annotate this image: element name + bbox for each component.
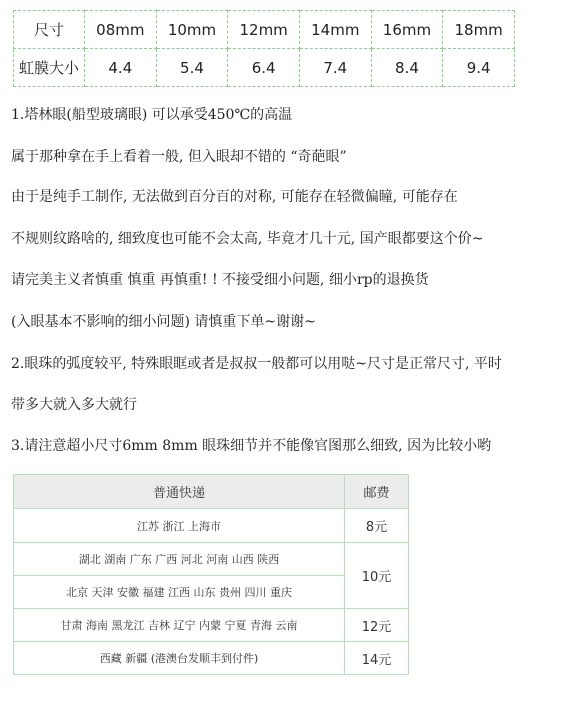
iris-size-value: 5.4 xyxy=(156,49,228,87)
size-header-cell: 18mm xyxy=(443,11,515,49)
paragraph-8: 带多大就入多大就行 xyxy=(11,397,137,413)
shipping-region: 甘肃 海南 黑龙江 吉林 辽宁 内蒙 宁夏 青海 云南 xyxy=(14,609,345,642)
shipping-header-row xyxy=(14,475,409,509)
shipping-header-region: 普通快递 xyxy=(14,475,345,509)
shipping-row xyxy=(14,509,409,543)
shipping-region: 湖北 湖南 广东 广西 河北 河南 山西 陕西 xyxy=(14,543,345,576)
shipping-table xyxy=(13,474,409,675)
iris-size-row xyxy=(14,49,515,87)
iris-size-value: 9.4 xyxy=(443,49,515,87)
iris-size-label: 虹膜大小 xyxy=(14,49,85,87)
size-header-row xyxy=(14,11,515,49)
paragraph-5: 请完美主义者慎重 慎重 再慎重! ! 不接受细小问题, 细小rp的退换货 xyxy=(11,272,429,288)
iris-size-value: 6.4 xyxy=(228,49,300,87)
size-table xyxy=(13,10,515,87)
shipping-row xyxy=(14,543,409,576)
iris-size-value: 4.4 xyxy=(85,49,157,87)
shipping-header-price: 邮费 xyxy=(345,475,409,509)
shipping-region: 北京 天津 安徽 福建 江西 山东 贵州 四川 重庆 xyxy=(14,576,345,609)
size-header-cell: 16mm xyxy=(371,11,443,49)
size-header-cell: 10mm xyxy=(156,11,228,49)
size-header-cell: 12mm xyxy=(228,11,300,49)
iris-size-value: 7.4 xyxy=(299,49,371,87)
shipping-region: 江苏 浙江 上海市 xyxy=(14,509,345,543)
shipping-region: 西藏 新疆 (港澳台发顺丰到付件) xyxy=(14,642,345,675)
paragraph-3: 由于是纯手工制作, 无法做到百分百的对称, 可能存在轻微偏瞳, 可能存在 xyxy=(11,189,458,205)
shipping-price: 10元 xyxy=(345,543,409,609)
paragraph-9: 3.请注意超小尺寸6mm 8mm 眼珠细节并不能像官图那么细致, 因为比较小哟 xyxy=(11,438,492,454)
paragraph-4: 不规则纹路啥的, 细致度也可能不会太高, 毕竟才几十元, 国产眼都要这个价~ xyxy=(11,231,484,247)
size-header-label: 尺寸 xyxy=(14,11,85,49)
paragraph-2: 属于那种拿在手上看着一般, 但入眼却不错的 “奇葩眼” xyxy=(11,149,347,165)
paragraph-7: 2.眼珠的弧度较平, 特殊眼眶或者是叔叔一般都可以用哒~尺寸是正常尺寸, 平时 xyxy=(11,356,502,372)
paragraph-6: (入眼基本不影响的细小问题) 请慎重下单~谢谢~ xyxy=(11,314,316,330)
shipping-row xyxy=(14,642,409,675)
shipping-row xyxy=(14,609,409,642)
shipping-price: 8元 xyxy=(345,509,409,543)
size-header-cell: 14mm xyxy=(299,11,371,49)
size-header-cell: 08mm xyxy=(85,11,157,49)
paragraph-1: 1.塔林眼(船型玻璃眼) 可以承受450℃的高温 xyxy=(11,107,293,123)
shipping-price: 14元 xyxy=(345,642,409,675)
iris-size-value: 8.4 xyxy=(371,49,443,87)
shipping-price: 12元 xyxy=(345,609,409,642)
